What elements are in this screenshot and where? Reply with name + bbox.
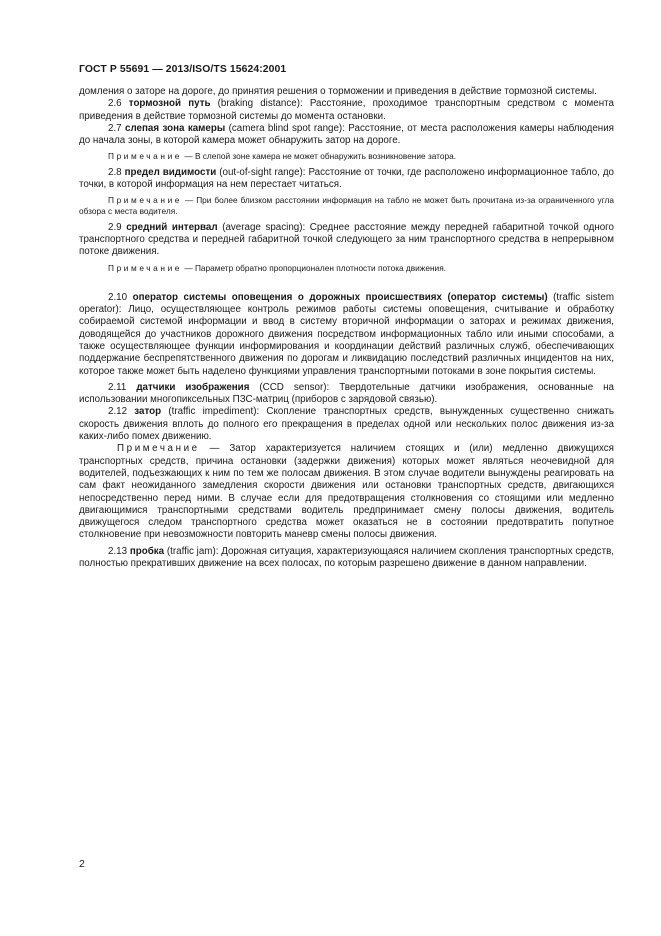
- term-number: 2.10: [108, 291, 128, 303]
- term-name: средний интервал: [126, 221, 218, 233]
- term-2-13: [79, 546, 614, 571]
- term-definition: (average spacing): Среднее расстояние между передней габаритной точкой одного транспортного средства и передней габаритной точкой следующего за ним транспортного средства в непрерывном потоке движения.: [79, 221, 614, 258]
- term-name: датчики изображения: [136, 381, 250, 393]
- term-name: оператор системы оповещения о дорожных происшествиях (оператор системы): [132, 291, 548, 303]
- page-number: 2: [79, 858, 85, 870]
- term-2-11: [79, 382, 614, 407]
- document-body: [79, 86, 614, 570]
- term-definition: (camera blind spot range): Расстояние, от места расположения камеры наблюдения до начала зоны, в которой камера может обнаружить затор на дороге.: [79, 122, 614, 147]
- document-header: ГОСТ Р 55691 — 2013/ISO/TS 15624:2001: [79, 64, 287, 75]
- term-number: 2.13: [108, 545, 128, 557]
- term-2-9: [79, 222, 614, 259]
- note-text: — Затор характеризуется наличием стоящих и (или) медленно движущихся транспортных средств, причина остановки (задержки движения) которых может являться неочевидной для водителей, подъезжающих к ним по тем же полосам движения. В этом случае водители вынуждены реагировать на сам факт неожиданного замедления скорости движения или остановки транспортных средств, двигающихся непосредственно перед ними. В случае если для предотвращения столкновения со стоящими или медленно двигающимися транспортными средствами водитель предпринимает смену полосы движения, водитель движущегося следом транспортного средства может оказаться не в состоянии предотвратить попутное столкновение при невозможности повторить маневр смены полосы движения.: [79, 443, 614, 541]
- term-name: пробка: [129, 545, 165, 557]
- note-label: Примечание: [108, 151, 183, 162]
- term-2-6: [79, 98, 614, 123]
- term-name: предел видимости: [124, 166, 217, 178]
- note-2-8: [79, 195, 614, 217]
- term-definition: (traffic jam): Дорожная ситуация, характеризующаяся наличием скопления транспортных средств, полностью прекративших движение на всех полосах, по которым разрешено движение в данном направлении.: [79, 545, 614, 570]
- note-text: — В слепой зоне камера не может обнаружить возникновение затора.: [182, 151, 457, 162]
- term-number: 2.12: [108, 406, 128, 418]
- note-text: — При более близком расстоянии информация на табло не может быть прочитана из-за ограниченного угла обзора с места водителя.: [79, 195, 614, 217]
- note-label: Примечание: [108, 195, 183, 206]
- term-name: тормозной путь: [128, 98, 211, 110]
- continuation-paragraph: домления о заторе на дороге, до принятия решения о торможении и приведения в действие тормозной системы.: [79, 86, 597, 97]
- term-number: 2.11: [108, 381, 127, 393]
- term-2-7: [79, 123, 614, 148]
- note-text: — Параметр обратно пропорционален плотности потока движения.: [182, 262, 446, 273]
- term-2-8: [79, 167, 614, 192]
- term-number: 2.6: [108, 98, 122, 110]
- note-2-12: [79, 443, 614, 541]
- note-label: Примечание: [117, 443, 200, 455]
- term-definition: (braking distance): Расстояние, проходимое транспортным средством с момента приведения в действие тормозной системы до момента остановки.: [79, 98, 614, 122]
- term-definition: (CCD sensor): Твердотельные датчики изображения, основанные на использовании многопиксельных ПЗС-матриц (приборов с зарядовой связью).: [79, 381, 614, 406]
- term-number: 2.7: [108, 122, 122, 134]
- term-2-10: [79, 292, 614, 378]
- term-name: слепая зона камеры: [125, 122, 226, 134]
- term-number: 2.8: [108, 166, 122, 178]
- term-definition: (traffic sistem operator): Лицо, осуществляющее контроль режимов работы системы оповещения, считывание и обработку собираемой системой информации и ввод в систему вторичной информации о заторах и режимах движения, доводящейся до участников дорожного движения посредством информационных табло или иными способами, а также осуществляющее функции информирования и координации действий различных служб, обеспечивающих поддержание беспрепятственного движения по дорогам и ликвидацию последствий различных инцидентов на них, которое также может быть наделено функциями управления транспортными потоками в зоне покрытия системы.: [79, 291, 614, 377]
- note-2-7: [79, 151, 614, 162]
- term-definition: (traffic impediment): Скопление транспортных средств, вынужденных существенно снижать скорость движения вплоть до полного его прекращения в пределах одной или нескольких полос движения из-за каких-либо помех движению.: [79, 406, 614, 443]
- note-label: Примечание: [108, 262, 183, 273]
- term-definition: (out-of-sight range): Расстояние от точки, где расположено информационное табло, до точки, в которой информация на нем перестает читаться.: [79, 166, 614, 190]
- term-name: затор: [134, 406, 162, 418]
- note-2-9: [79, 263, 614, 274]
- term-number: 2.9: [108, 221, 122, 233]
- term-2-12: [79, 406, 614, 443]
